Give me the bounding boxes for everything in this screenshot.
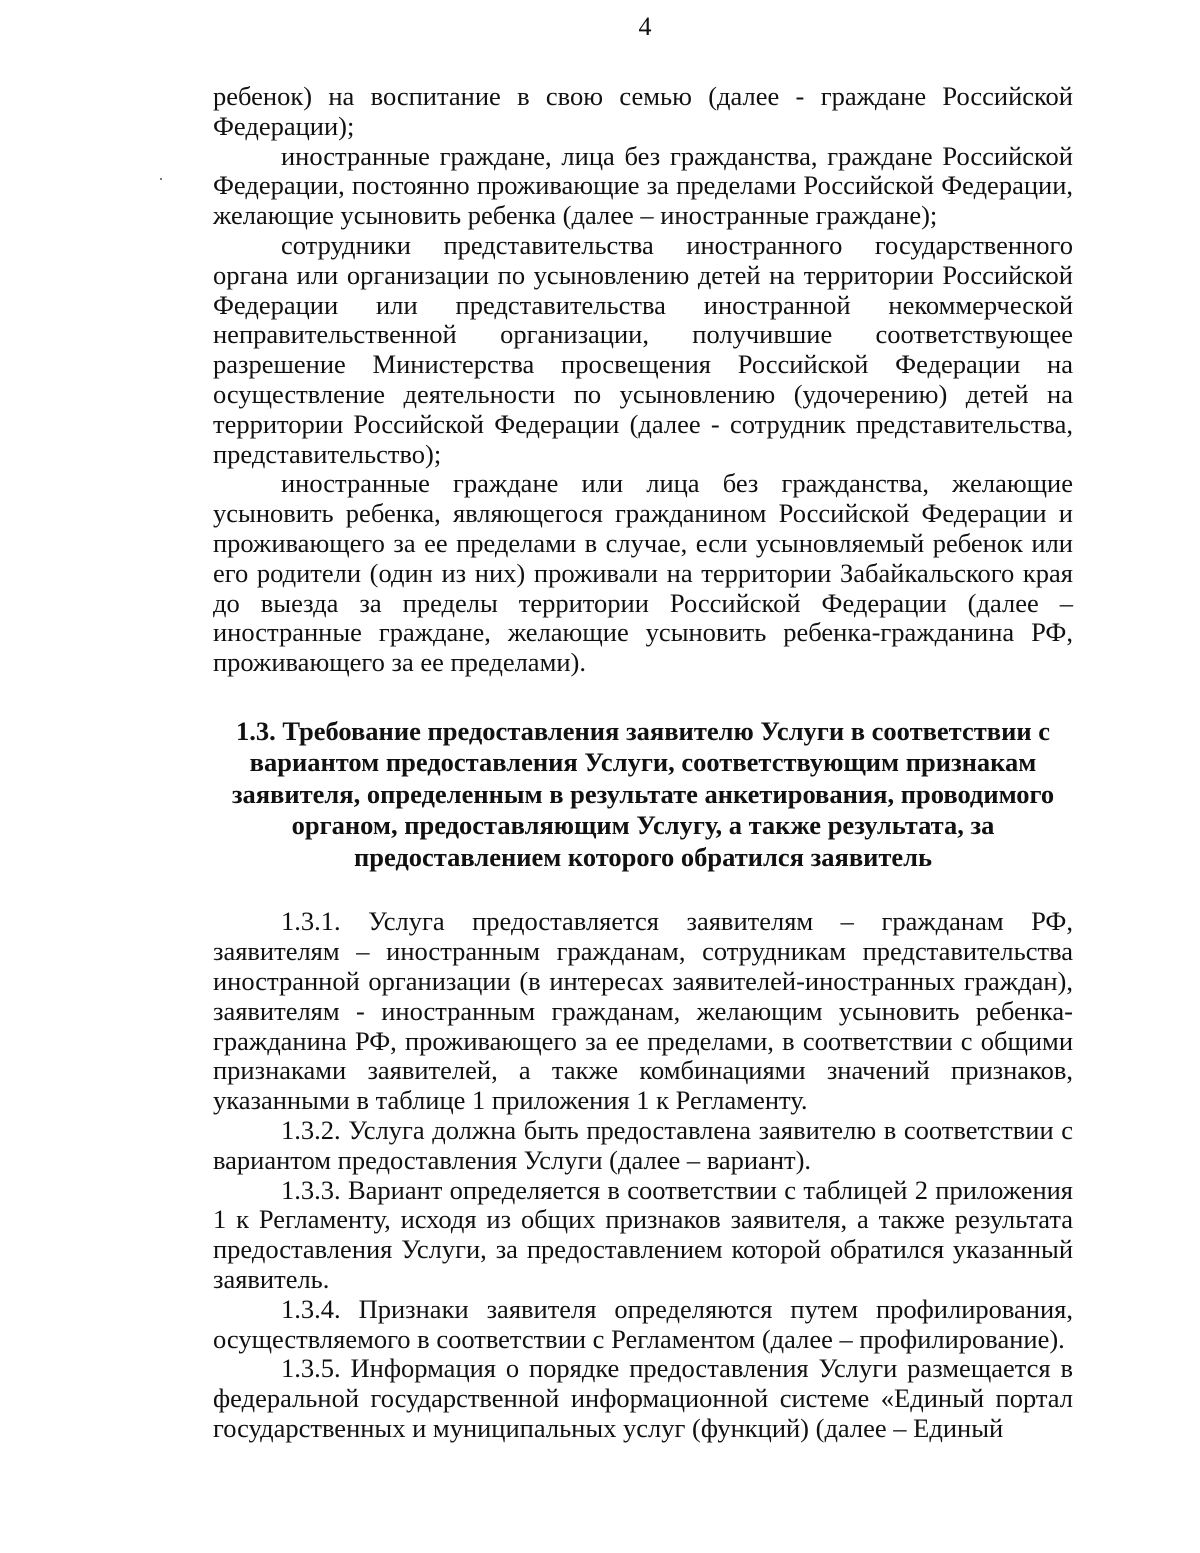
paragraph: 1.3.2. Услуга должна быть предоставлена заявителю в соответствии с вариантом предоставления Услуги (далее – вариант). [213, 1115, 1073, 1175]
paragraph: 1.3.4. Признаки заявителя определяются путем профилирования, осуществляемого в соответствии с Регламентом (далее – профилирование). [213, 1293, 1073, 1354]
paragraph: 1.3.5. Информация о порядке предоставления Услуги размещается в федеральной государственной информационной системе «Единый портал государственных и муниципальных услуг (функций) (далее – Единый [213, 1353, 1073, 1443]
document-body [213, 82, 1073, 1444]
section-heading: 1.3. Требование предоставления заявителю Услуги в соответствии с вариантом предоставления Услуги, соответствующим признакам заявителя, определенным в результате анкетирования, проводимого органом, предоставляющим Услугу, а также результата, за предоставлением которого обратился заявитель [231, 715, 1055, 872]
paragraph: иностранные граждане или лица без гражданства, желающие усыновить ребенка, являющегося гражданином Российской Федерации и проживающего за ее пределами в случае, если усыновляемый ребенок или его родители (один из них) проживали на территории Забайкальского края до выезда за пределы территории Российской Федерации (далее – иностранные граждане, желающие усыновить ребенка-гражданина РФ, проживающего за ее пределами). [213, 468, 1073, 678]
paragraph: иностранные граждане, лица без гражданства, граждане Российской Федерации, постоянно проживающие за пределами Российской Федерации, желающие усыновить ребенка (далее – иностранные граждане); [213, 140, 1073, 231]
paragraph: 1.3.1. Услуга предоставляется заявителям – гражданам РФ, заявителям – иностранным гражданам, сотрудникам представительства иностранной организации (в интересах заявителей-иностранных граждан), заявителям - иностранным гражданам, желающим усыновить ребенка-гражданина РФ, проживающего за ее пределами, в соответствии с общими признаками заявителей, а также комбинациями значений признаков, указанными в таблице 1 приложения 1 к Регламенту. [213, 906, 1073, 1116]
page-number: 4 [638, 12, 652, 41]
paragraph: сотрудники представительства иностранного государственного органа или организации по усыновлению детей на территории Российской Федерации или представительства иностранной некоммерческой неправительственной организации, получившие соответствующее разрешение Министерства просвещения Российской Федерации на осуществление деятельности по усыновлению (удочерению) детей на территории Российской Федерации (далее - сотрудник представительства, представительство); [213, 229, 1073, 469]
paragraph: ребенок) на воспитание в свою семью (далее - граждане Российской Федерации); [213, 81, 1073, 141]
scan-speck [160, 178, 162, 180]
paragraph: 1.3.3. Вариант определяется в соответствии с таблицей 2 приложения 1 к Регламенту, исходя из общих признаков заявителя, а также результата предоставления Услуги, за предоставлением которой обратился указанный заявитель. [213, 1174, 1073, 1294]
